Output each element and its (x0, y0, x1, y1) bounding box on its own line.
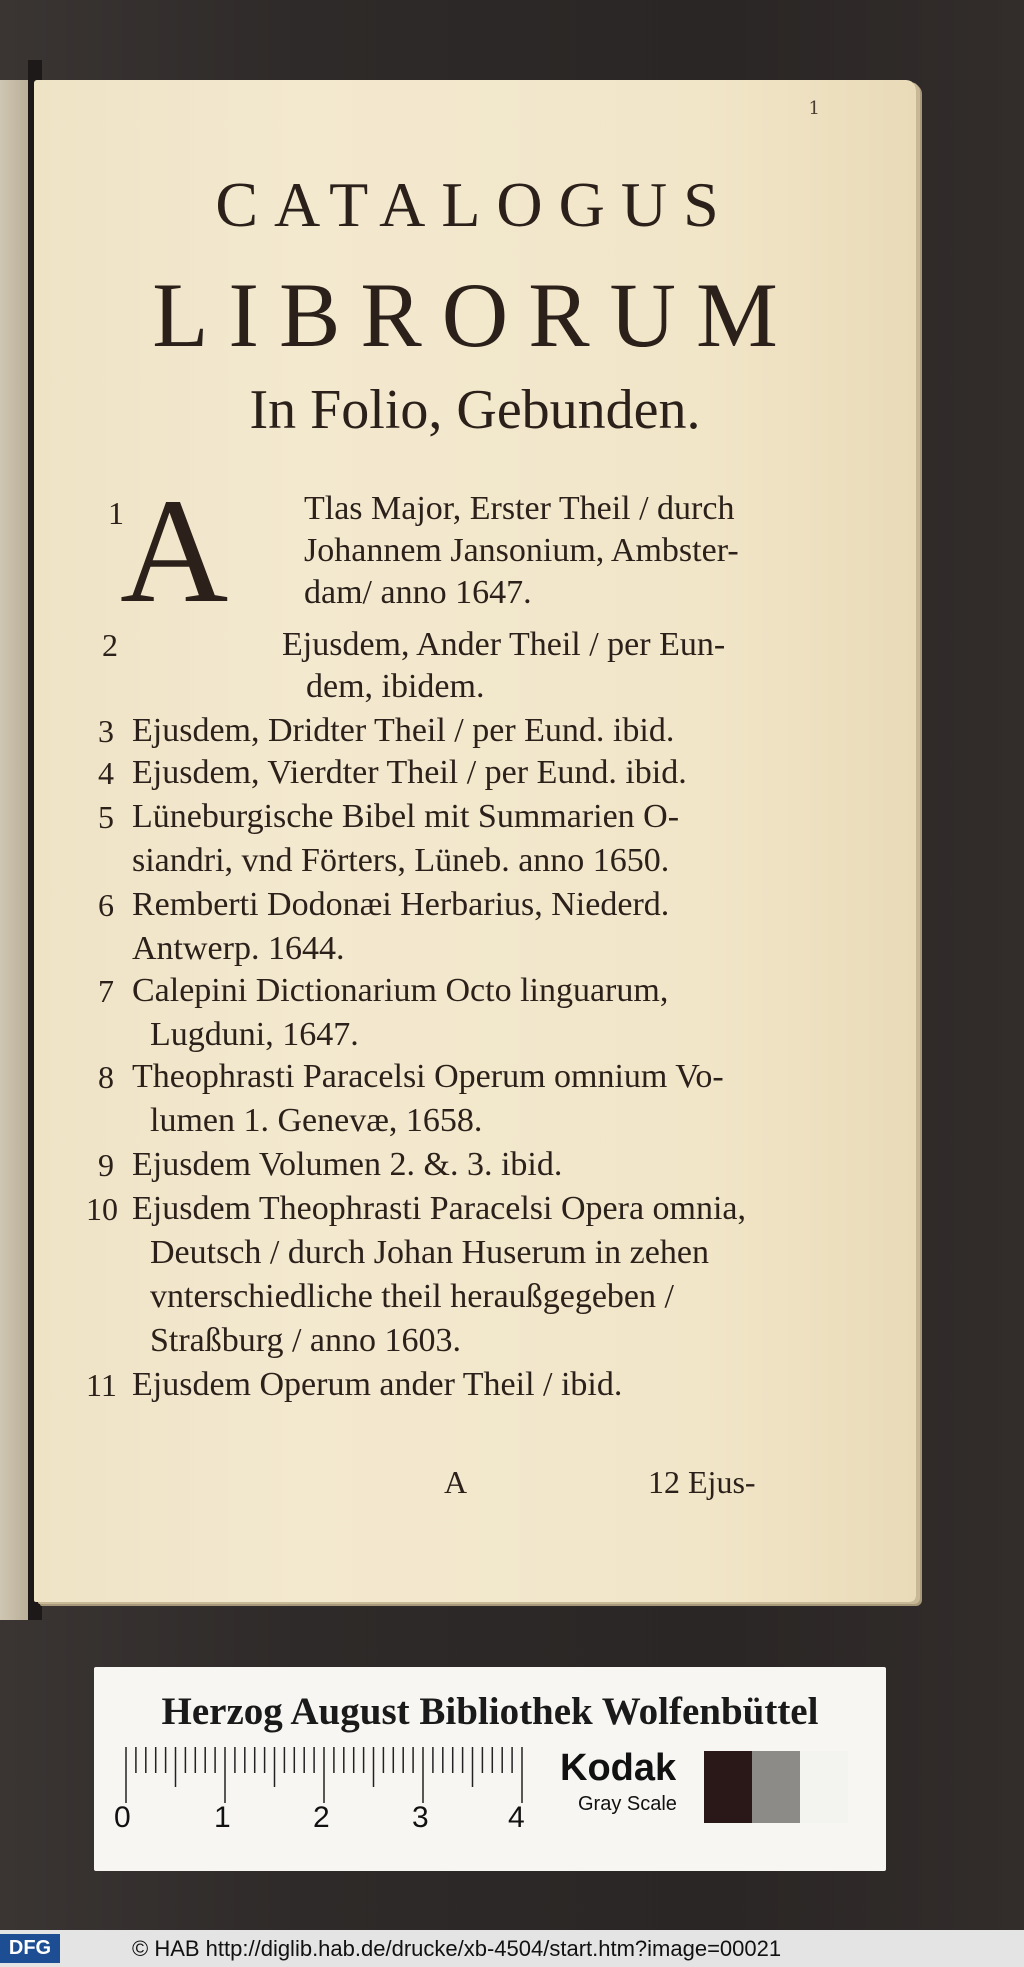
entry-number: 2 (102, 627, 118, 663)
scale-label-card (94, 1667, 886, 1871)
signature-mark: A (444, 1464, 468, 1500)
swatch-mid (752, 1751, 800, 1823)
institution-name: Herzog August Bibliothek Wolfenbüttel (161, 1690, 819, 1733)
entry-7-line-1: Calepini Dictionarium Octo linguarum, (132, 972, 669, 1009)
entry-5-line-2: siandri, vnd Förters, Lüneb. anno 1650. (132, 842, 670, 879)
entry-10-line-2: Deutsch / durch Johan Huserum in zehen (150, 1234, 709, 1271)
entry-number: 11 (86, 1367, 117, 1403)
footer-copyright: © HAB http://diglib.hab.de/drucke/xb-4504/start.htm?image=00021 (132, 1936, 782, 1961)
page-number: 1 (808, 98, 820, 119)
entry-7-line-2: Lugduni, 1647. (150, 1016, 359, 1053)
entry-11-line-1: Ejusdem Operum ander Theil / ibid. (132, 1366, 623, 1403)
catchword-next: 12 Ejus- (648, 1464, 756, 1500)
entry-number: 10 (86, 1191, 118, 1227)
entry-10-line-3: vnterschiedliche theil heraußgegeben / (150, 1278, 674, 1315)
entry-10-line-4: Straßburg / anno 1603. (150, 1322, 462, 1359)
title-catalogus: CATALOGUS (215, 169, 735, 240)
ruler-number: 1 (214, 1801, 231, 1834)
entry-number: 9 (98, 1147, 114, 1183)
entry-1-line-2: Johannem Jansonium, Ambster- (304, 532, 739, 569)
title-librorum: LIBRORUM (152, 264, 798, 366)
entry-5-line-1: Lüneburgische Bibel mit Summarien O- (132, 798, 680, 835)
entry-8-line-2: lumen 1. Genevæ, 1658. (150, 1102, 483, 1139)
swatch-dark (704, 1751, 752, 1823)
ruler-number: 0 (114, 1801, 131, 1834)
entry-number: 1 (108, 495, 124, 531)
ruler-number: 2 (313, 1801, 330, 1834)
entry-6-line-1: Remberti Dodonæi Herbarius, Niederd. (132, 886, 670, 923)
entry-8-line-1: Theophrasti Paracelsi Operum omnium Vo- (132, 1058, 724, 1095)
entry-number: 3 (98, 713, 114, 749)
ruler-scale (122, 1745, 542, 1805)
entry-9-line-1: Ejusdem Volumen 2. &. 3. ibid. (132, 1146, 563, 1183)
dfg-badge: DFG (0, 1934, 60, 1963)
entry-6-line-2: Antwerp. 1644. (132, 930, 345, 967)
entry-number: 8 (98, 1059, 114, 1095)
entry-3-line-1: Ejusdem, Dridter Theil / per Eund. ibid. (132, 712, 675, 749)
entry-1-line-1: Tlas Major, Erster Theil / durch (304, 490, 735, 527)
footer-bar (0, 1930, 1024, 1967)
entry-2-line-2: dem, ibidem. (306, 668, 485, 705)
ruler-number: 3 (412, 1801, 429, 1834)
entry-number: 5 (98, 799, 114, 835)
entry-number: 4 (98, 755, 114, 791)
title-in-folio: In Folio, Gebunden. (249, 379, 701, 441)
entry-number: 6 (98, 887, 114, 923)
entry-1-line-3: dam/ anno 1647. (304, 574, 532, 611)
kodak-brand: Kodak (560, 1747, 677, 1789)
book-page (34, 80, 916, 1602)
entry-2-line-1: Ejusdem, Ander Theil / per Eun- (282, 626, 726, 663)
swatch-light (800, 1751, 848, 1823)
drop-cap-a: A (120, 468, 229, 634)
gray-scale-label: Gray Scale (578, 1793, 677, 1815)
entry-2 (98, 624, 838, 708)
entry-4-line-1: Ejusdem, Vierdter Theil / per Eund. ibid. (132, 754, 687, 791)
entry-number: 7 (98, 973, 114, 1009)
left-page-edge (0, 80, 30, 1620)
ruler-number: 4 (508, 1801, 525, 1834)
entry-10-line-1: Ejusdem Theophrasti Paracelsi Opera omnia, (132, 1190, 747, 1227)
